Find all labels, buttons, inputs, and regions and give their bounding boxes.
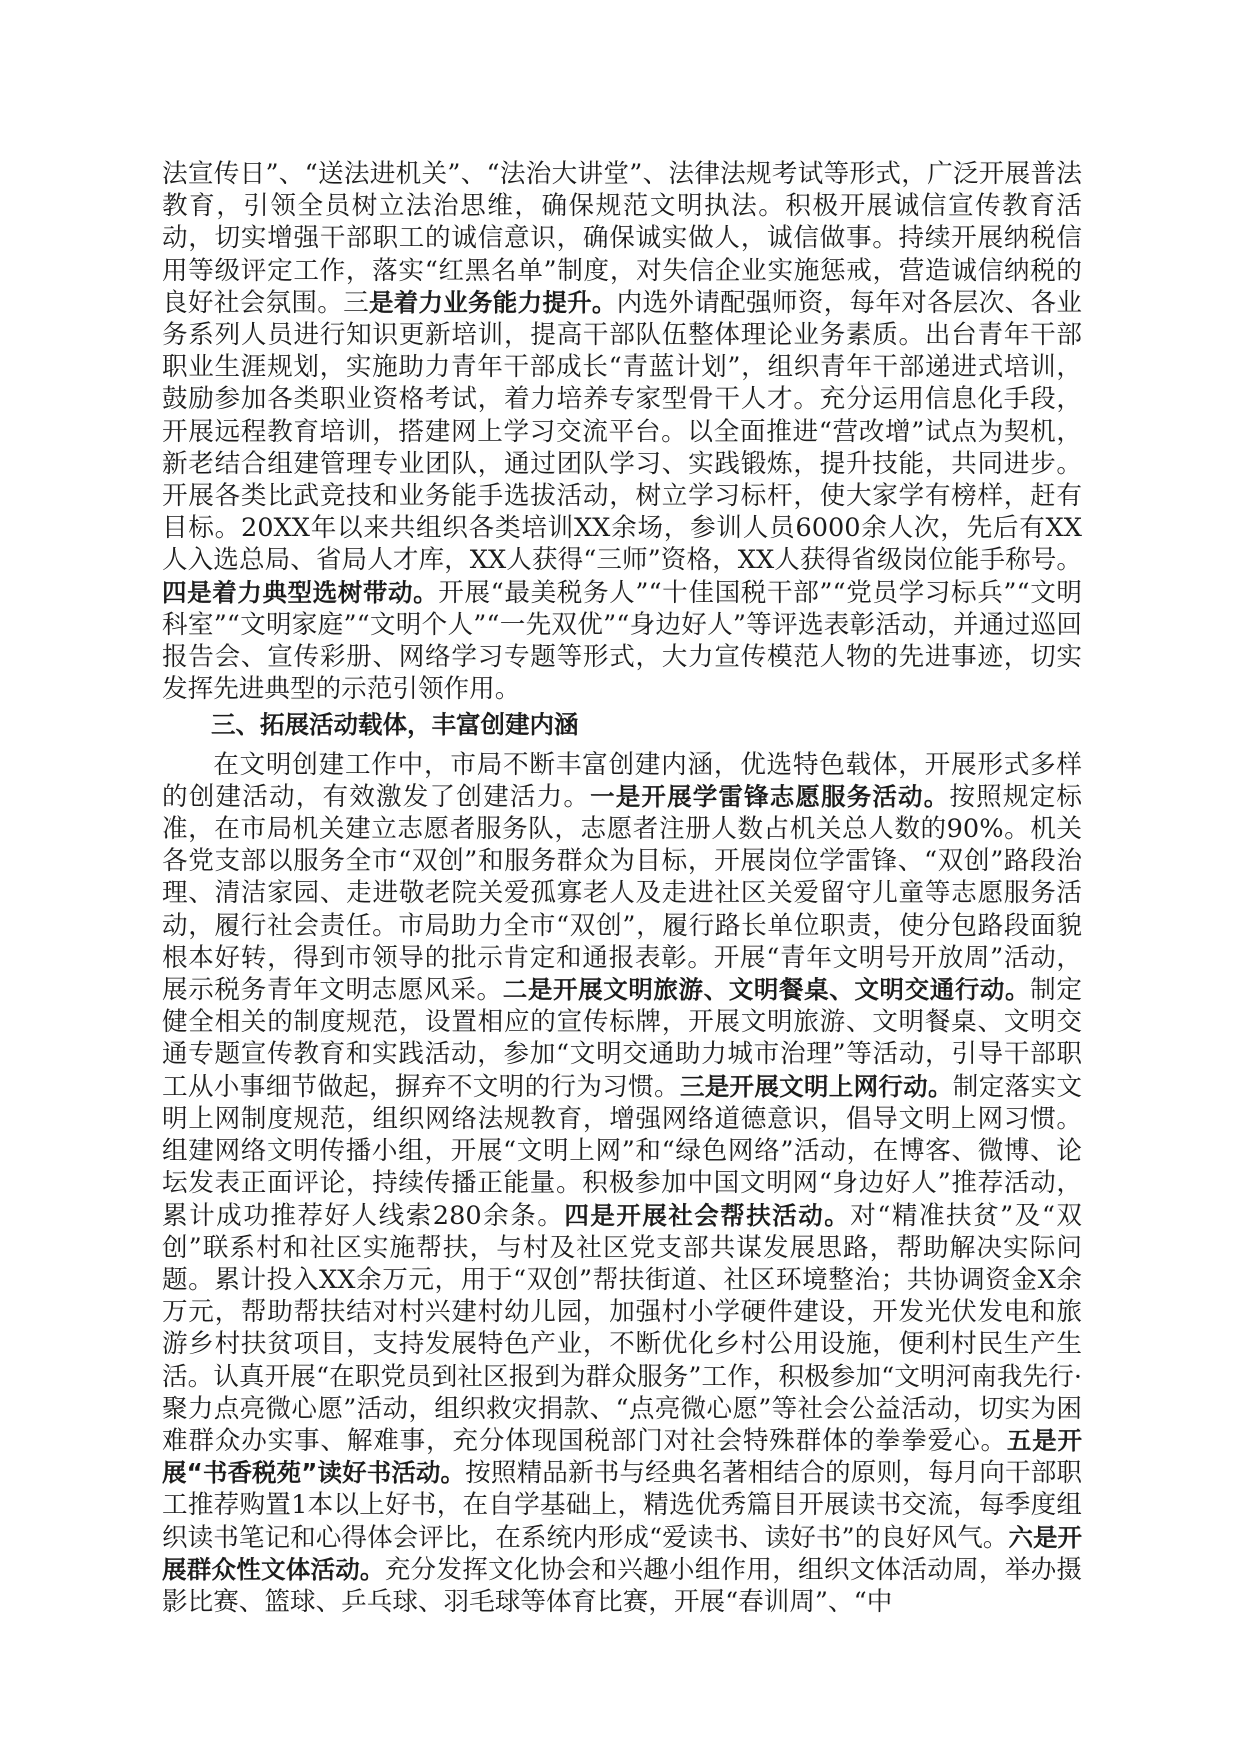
text-run: 制定健全相关的制度规范，设置相应的宣传标牌，开展文明旅游、文明餐桌、文明交通专题宣传教育和实践活动，参加“文明交通助力城市治理”等活动，引导干部职工从小事细节做起，摒弃不文明的行为习惯。	[162, 975, 1082, 1102]
text-run: 法宣传日”、“送法进机关”、“法治大讲堂”、法律法规考试等形式，广泛开展普法教育，引领全员树立法治思维，确保规范文明执法。积极开展诚信宣传教育活动，切实增强干部职工的诚信意识，确保诚实做人，诚信做事。持续开展纳税信用等级评定工作，落实“红黑名单”制度，对失信企业实施惩戒，营造诚信纳税的良好社会氛围。三	[162, 159, 1082, 318]
body-paragraph-2	[162, 749, 1082, 1618]
bold-run-item-five: 五是开展“书香税苑”读好书活动。	[162, 1425, 1082, 1488]
text-run: 内选外请配强师资，每年对各层次、各业务系列人员进行知识更新培训，提高干部队伍整体理论业务素质。出台青年干部职业生涯规划，实施助力青年干部成长“青蓝计划”，组织青年干部递进式培训，鼓励参加各类职业资格考试，着力培养专家型骨干人才。充分运用信息化手段，开展远程教育培训，搭建网上学习交流平台。以全面推进“营改增”试点为契机，新老结合组建管理专业团队，通过团队学习、实践锻炼，提升技能，共同进步。开展各类比武竞技和业务能手选拔活动，树立学习标杆，使大家学有榜样，赶有目标。20XX年以来共组织各类培训XX余场，参训人员6000余人次，先后有XX人入选总局、省局人才库，XX人获得“三师”资格，XX人获得省级岗位能手称号。	[162, 287, 1082, 576]
text-run: 按照精品新书与经典名著相结合的原则，每月向干部职工推荐购置1本以上好书，在自学基础上，精选优秀篇目开展读书交流，每季度组织读书笔记和心得体会评比，在系统内形成“爱读书、读好书”的良好风气。	[162, 1458, 1082, 1553]
text-run: 对“精准扶贫”及“双创”联系村和社区实施帮扶，与村及社区党支部共谋发展思路，帮助解决实际问题。累计投入XX余万元，用于“双创”帮扶街道、社区环境整治；共协调资金X余万元，帮助帮扶结对村兴建村幼儿园，加强村小学硬件建设，开发光伏发电和旅游乡村扶贫项目，支持发展特色产业，不断优化乡村公用设施，便利村民生产生活。认真开展“在职党员到社区报到为群众服务”工作，积极参加“文明河南我先行·聚力点亮微心愿”活动，组织救灾捐款、“点亮微心愿”等社会公益活动，切实为困难群众办实事、解难事，充分体现国税部门对社会特殊群体的拳拳爱心。	[162, 1200, 1082, 1456]
document-page	[162, 158, 1082, 1618]
body-paragraph-1	[162, 158, 1082, 705]
bold-run-item-two: 二是开展文明旅游、文明餐桌、文明交通行动。	[502, 975, 1031, 1005]
text-run: 开展“最美税务人”“十佳国税干部”“党员学习标兵”“文明科室”“文明家庭”“文明个人”“一先双优”“身边好人”等评选表彰活动，并通过巡回报告会、宣传彩册、网络学习专题等形式，大力宣传模范人物的先进事迹，切实发挥先进典型的示范引领作用。	[162, 577, 1083, 705]
bold-run-point-three: 是着力业务能力提升。	[368, 287, 617, 317]
bold-run-item-three: 三是开展文明上网行动。	[679, 1071, 953, 1101]
text-run: 充分发挥文化协会和兴趣小组作用，组织文体活动周，举办摄影比赛、篮球、乒乓球、羽毛球等体育比赛，开展“春训周”、“中	[162, 1554, 1082, 1617]
bold-run-point-four: 四是着力典型选树带动。	[162, 577, 439, 607]
section-heading: 三、拓展活动载体，丰富创建内涵	[211, 710, 579, 740]
bold-run-item-six: 六是开展群众性文体活动。	[162, 1522, 1083, 1584]
bold-run-item-one: 一是开展学雷锋志愿服务活动。	[590, 781, 950, 811]
bold-run-item-four: 四是开展社会帮扶活动。	[564, 1200, 851, 1230]
text-run: 在文明创建工作中，市局不断丰富创建内涵，优选特色载体，开展形式多样的创建活动，有效激发了创建活力。	[162, 749, 1082, 812]
text-run: 按照规定标准，在市局机关建立志愿者服务队，志愿者注册人数占机关总人数的90%。机关各党支部以服务全市“双创”和服务群众为目标，开展岗位学雷锋、“双创”路段治理、清洁家园、走进敬老院关爱孤寡老人及走进社区关爱留守儿童等志愿服务活动，履行社会责任。市局助力全市“双创”，履行路长单位职责，使分包路段面貌根本好转，得到市领导的批示肯定和通报表彰。开展“青年文明号开放周”活动，展示税务青年文明志愿风采。	[162, 781, 1082, 1006]
text-run: 制定落实文明上网制度规范，组织网络法规教育，增强网络道德意识，倡导文明上网习惯。组建网络文明传播小组，开展“文明上网”和“绿色网络”活动，在博客、微博、论坛发表正面评论，持续传播正能量。积极参加中国文明网“身边好人”推荐活动，累计成功推荐好人线索280余条。	[162, 1071, 1082, 1231]
